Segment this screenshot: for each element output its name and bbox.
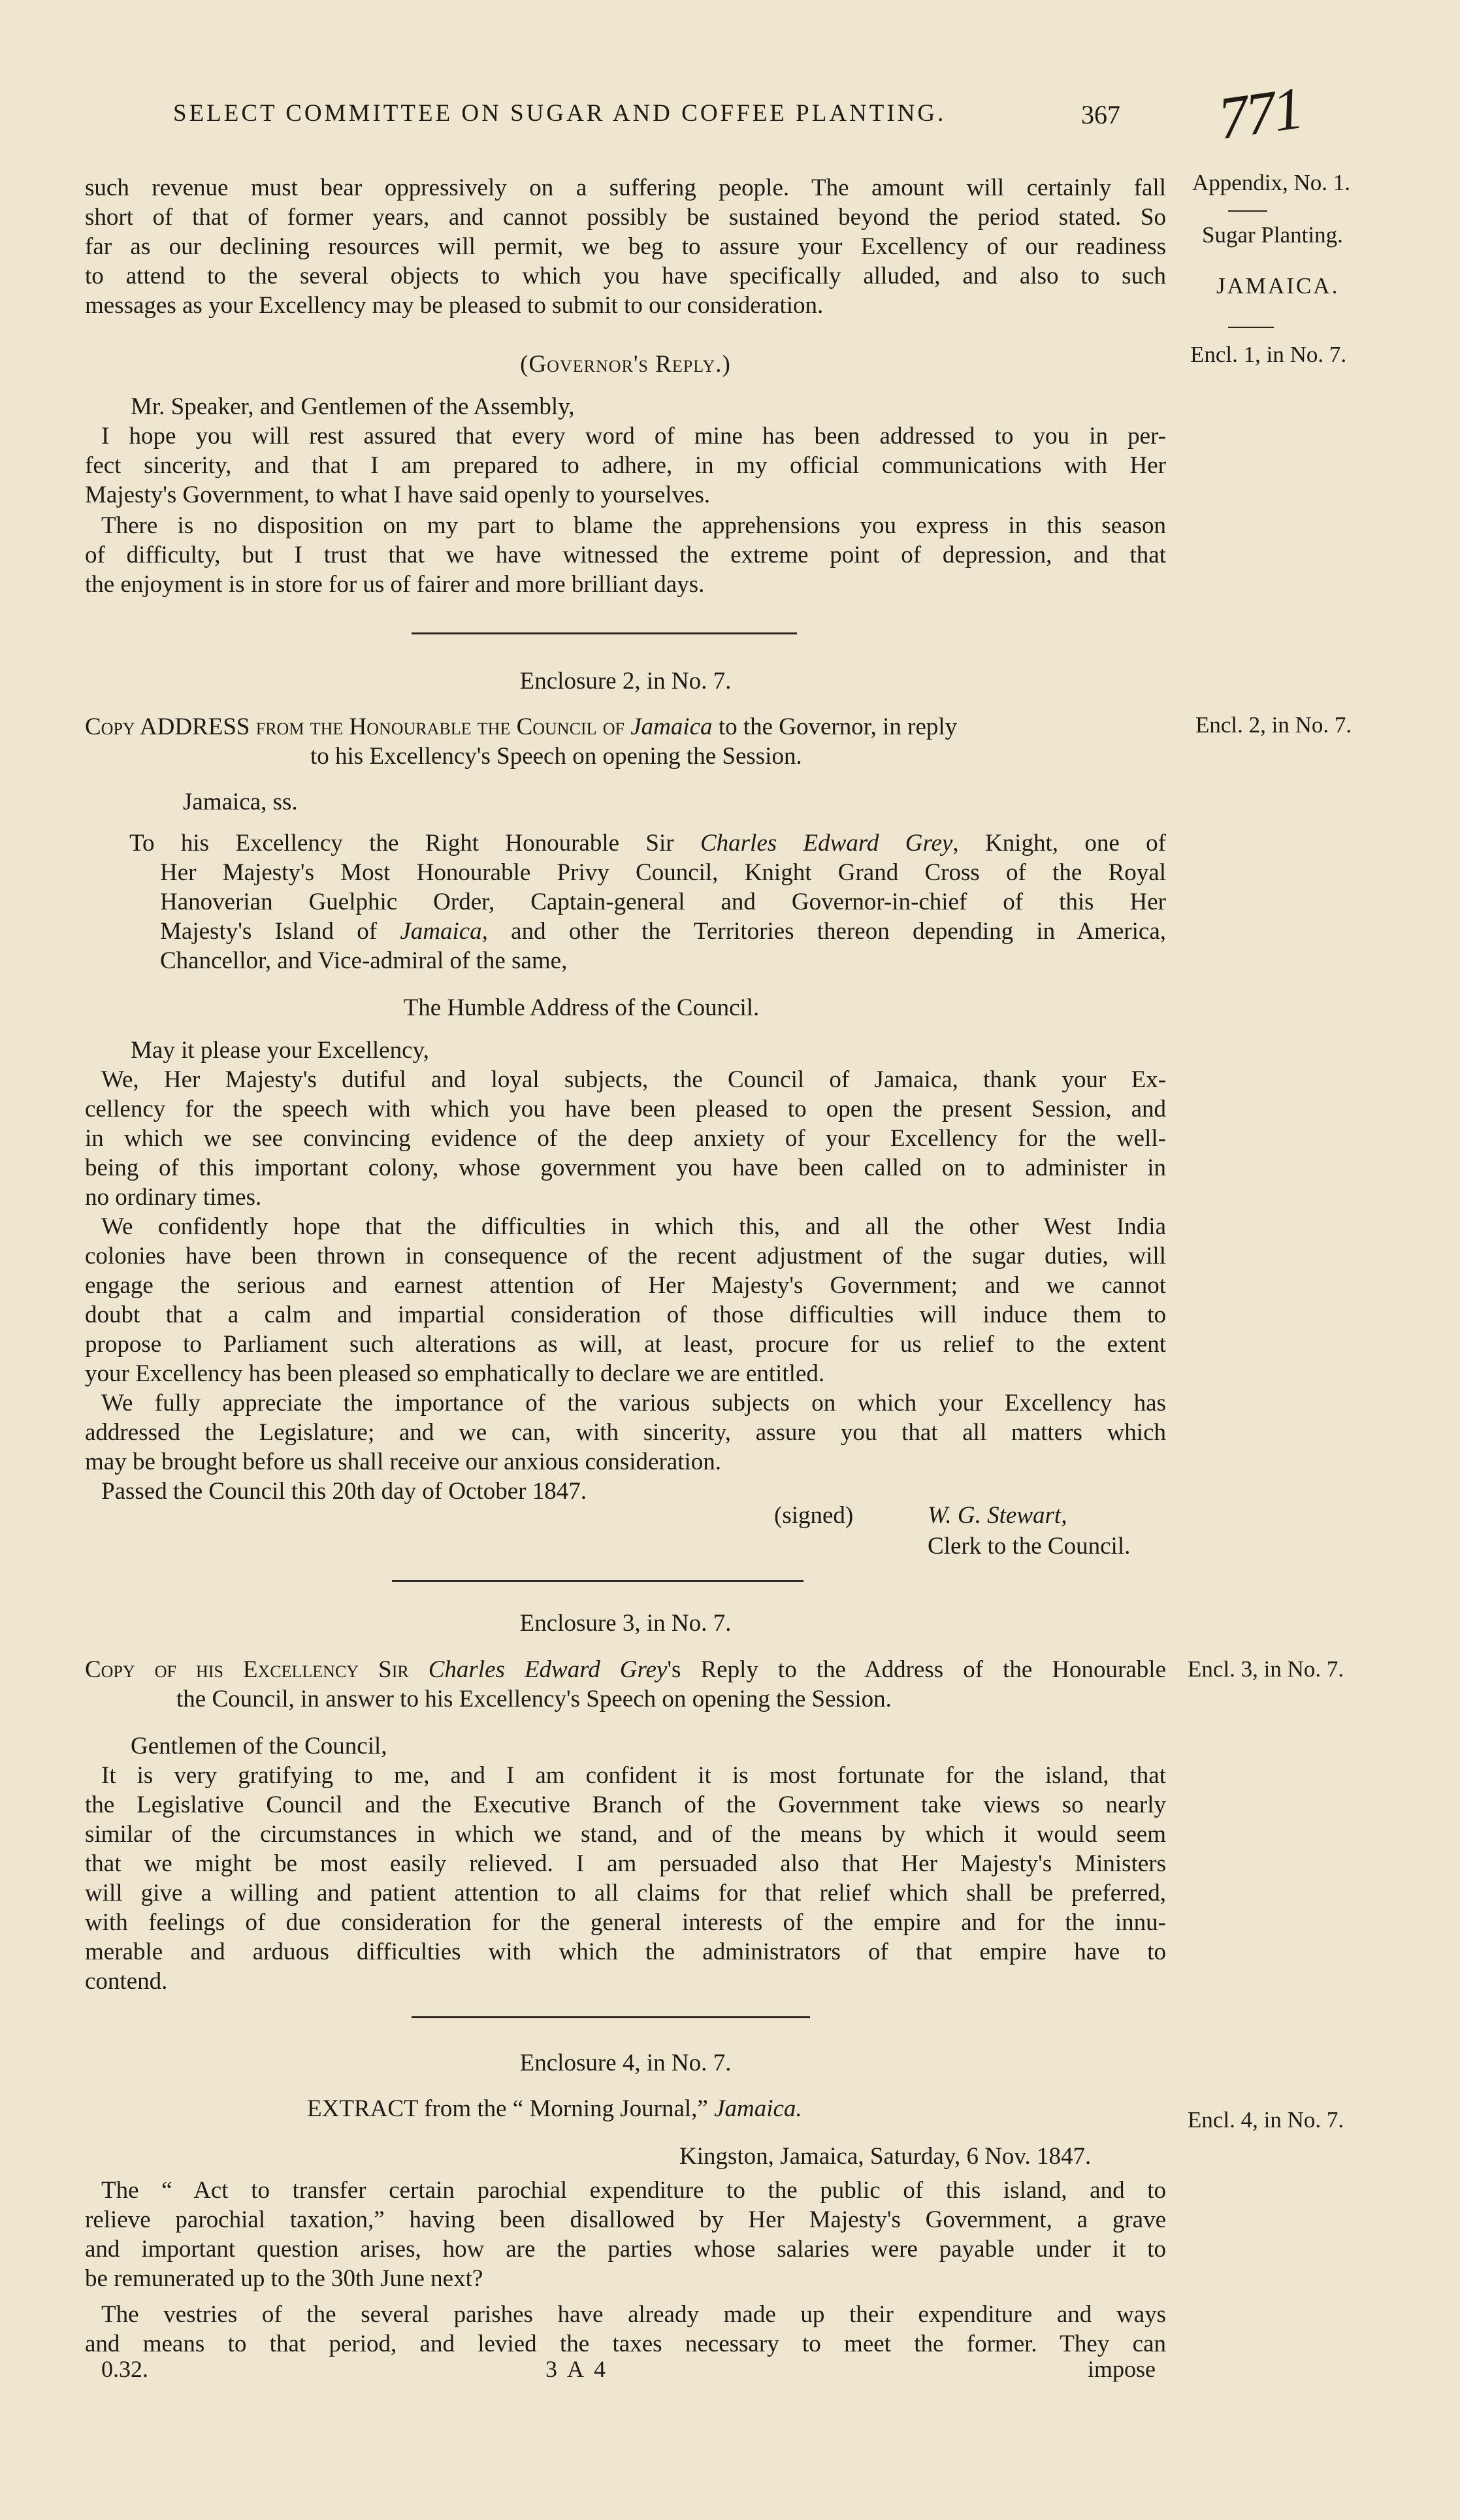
text-line: being of this important colony, whose government you have been called on to administer in (85, 1154, 1166, 1181)
text-line: relieve parochial taxation,” having been disallowed by Her Majesty's Government, a grave (85, 2206, 1166, 2233)
text-line: be remunerated up to the 30th June next? (85, 2265, 483, 2292)
address-heading: The Humble Address of the Council. (403, 994, 760, 1021)
footer-signature-mark: 3 A 4 (545, 2356, 609, 2382)
margin-jamaica: JAMAICA. (1216, 273, 1340, 299)
title-lead: Copy of his Excellency Sir (85, 1656, 429, 1683)
text-line: the enjoyment is in store for us of fairer and more brilliant days. (85, 571, 705, 598)
text-line: contend. (85, 1968, 168, 1995)
text-line: addressed the Legislature; and we can, with sincerity, assure you that all matters which (85, 1419, 1166, 1446)
text-line: and means to that period, and levied the taxes necessary to meet the former. They can (85, 2331, 1166, 2357)
text-line: We confidently hope that the difficulties in which this, and all the other West India (101, 1213, 1166, 1240)
enclosure-title-cont: to his Excellency's Speech on opening the Session. (310, 743, 802, 770)
text-line: I hope you will rest assured that every word of mine has been addressed to you in per- (101, 423, 1166, 450)
text-line: We, Her Majesty's dutiful and loyal subjects, the Council of Jamaica, thank your Ex- (101, 1066, 1166, 1093)
address-text: , Knight, one of (952, 830, 1166, 857)
page-number: 367 (1081, 100, 1120, 129)
text-line: messages as your Excellency may be pleased to submit to our consideration. (85, 292, 824, 319)
footer-left: 0.32. (101, 2356, 148, 2382)
text-line: and important question arises, how are the parties whose salaries were payable under it to (85, 2236, 1166, 2263)
text-line: to attend to the several objects to which you have specifically alluded, and also to such (85, 263, 1166, 289)
signer-title: Clerk to the Council. (928, 1533, 1131, 1560)
title-tail: to the Governor, in reply (712, 713, 958, 740)
text-line: your Excellency has been pleased so emphatically to declare we are entitled. (85, 1360, 825, 1387)
title-tail: 's Reply to the Address of the Honourable (667, 1656, 1166, 1683)
section-divider (392, 1580, 803, 1582)
text-line: We fully appreciate the importance of the various subjects on which your Excellency has (101, 1390, 1166, 1416)
text-line: similar of the circumstances in which we stand, and of the means by which it would seem (85, 1821, 1166, 1848)
signed-label: (signed) (774, 1502, 854, 1529)
text-line: cellency for the speech with which you have been pleased to open the present Session, and (85, 1096, 1166, 1122)
margin-encl-4: Encl. 4, in No. 7. (1188, 2107, 1344, 2133)
enclosure-heading: Enclosure 4, in No. 7. (519, 2050, 732, 2076)
address-name: Charles Edward Grey (700, 830, 953, 857)
address-place: Jamaica, (400, 918, 488, 945)
text-line: doubt that a calm and impartial consideration of those difficulties will induce them to (85, 1301, 1166, 1328)
margin-appendix: Appendix, No. 1. (1192, 170, 1351, 195)
text-line: will give a willing and patient attention to all claims for that relief which shall be preferred, (85, 1880, 1166, 1906)
text-line: fect sincerity, and that I am prepared to adhere, in my official communications with Her (85, 452, 1166, 479)
margin-encl-3: Encl. 3, in No. 7. (1188, 1656, 1344, 1682)
margin-rule (1228, 210, 1267, 212)
address-line: Chancellor, and Vice-admiral of the same, (160, 947, 568, 974)
text-line: such revenue must bear oppressively on a suffering people. The amount will certainly fall (85, 174, 1166, 201)
salutation: May it please your Excellency, (131, 1037, 429, 1064)
text-line: It is very gratifying to me, and I am confident it is most fortunate for the island, that (101, 1762, 1166, 1789)
text-line: may be brought before us shall receive our anxious consideration. (85, 1448, 722, 1475)
dateline: Kingston, Jamaica, Saturday, 6 Nov. 1847. (679, 2143, 1092, 2170)
salutation: Mr. Speaker, and Gentlemen of the Assembly, (131, 393, 575, 420)
enclosure-title (85, 712, 1166, 742)
text-line: far as our declining resources will permit, we beg to assure your Excellency of our readiness (85, 233, 1166, 260)
text-line: merable and arduous difficulties with which the administrators of that empire have to (85, 1939, 1166, 1965)
footer-catchword: impose (1088, 2356, 1156, 2382)
text-line: that we might be most easily relieved. I am persuaded also that Her Majesty's Ministers (85, 1850, 1166, 1877)
address-line: Hanoverian Guelphic Order, Captain-general and Governor-in-chief of this Her (160, 889, 1166, 915)
text-line: Majesty's Government, to what I have said openly to yourselves. (85, 482, 711, 508)
text-line: the Legislative Council and the Executive Branch of the Government take views so nearly (85, 1792, 1166, 1818)
margin-sugar-planting: Sugar Planting. (1202, 222, 1343, 248)
text-line: The vestries of the several parishes have already made up their expenditure and ways (101, 2301, 1166, 2328)
signer-name: W. G. Stewart, (928, 1502, 1067, 1529)
handwritten-folio: 771 (1214, 74, 1305, 152)
title-italic: Jamaica (630, 713, 713, 740)
address-line (129, 828, 1166, 858)
salutation: Gentlemen of the Council, (131, 1733, 387, 1759)
text-line: colonies have been thrown in consequence of the recent adjustment of the sugar duties, will (85, 1243, 1166, 1269)
address-line (160, 917, 1166, 946)
text-line: short of that of former years, and cannot possibly be sustained beyond the period stated. So (85, 204, 1166, 231)
text-line: Passed the Council this 20th day of October 1847. (101, 1478, 587, 1505)
title-lead: EXTRACT from the “ Morning Journal,” (307, 2095, 715, 2122)
section-divider (412, 2016, 810, 2018)
enclosure-title-cont: the Council, in answer to his Excellency's Speech on opening the Session. (176, 1686, 892, 1712)
text-line: in which we see convincing evidence of the deep anxiety of your Excellency for the well- (85, 1125, 1166, 1152)
text-line: engage the serious and earnest attention of Her Majesty's Government; and we cannot (85, 1272, 1166, 1299)
title-lead: Copy ADDRESS from the Honourable the Council of (85, 713, 631, 740)
address-line: Her Majesty's Most Honourable Privy Council, Knight Grand Cross of the Royal (160, 859, 1166, 886)
address-text: and other the Territories thereon depending in America, (487, 918, 1166, 945)
margin-encl-2: Encl. 2, in No. 7. (1195, 712, 1352, 738)
margin-encl-1: Encl. 1, in No. 7. (1190, 342, 1347, 367)
text-line: with feelings of due consideration for the general interests of the empire and for the innu- (85, 1909, 1166, 1936)
address-text: To his Excellency the Right Honourable Sir (129, 830, 700, 857)
enclosure-title (307, 2094, 1388, 2123)
text-line: no ordinary times. (85, 1184, 262, 1211)
text-line: propose to Parliament such alterations as will, at least, procure for us relief to the extent (85, 1331, 1166, 1358)
title-italic: Charles Edward Grey (428, 1656, 668, 1683)
text-line: of difficulty, but I trust that we have witnessed the extreme point of depression, and that (85, 542, 1166, 568)
enclosure-heading: Enclosure 3, in No. 7. (519, 1610, 732, 1637)
section-divider (412, 632, 797, 634)
title-italic: Jamaica. (714, 2095, 802, 2122)
text-line: There is no disposition on my part to blame the apprehensions you express in this season (101, 512, 1166, 539)
running-head: SELECT COMMITTEE ON SUGAR AND COFFEE PLANTING. (173, 100, 947, 127)
place-line: Jamaica, ss. (183, 789, 298, 815)
enclosure-title (85, 1655, 1166, 1684)
text-line: The “ Act to transfer certain parochial expenditure to the public of this island, and to (101, 2177, 1166, 2204)
enclosure-heading: Enclosure 2, in No. 7. (519, 668, 732, 695)
section-heading: (Governor's Reply.) (520, 351, 731, 378)
margin-rule (1228, 327, 1274, 328)
address-text: Majesty's Island of (160, 918, 400, 945)
